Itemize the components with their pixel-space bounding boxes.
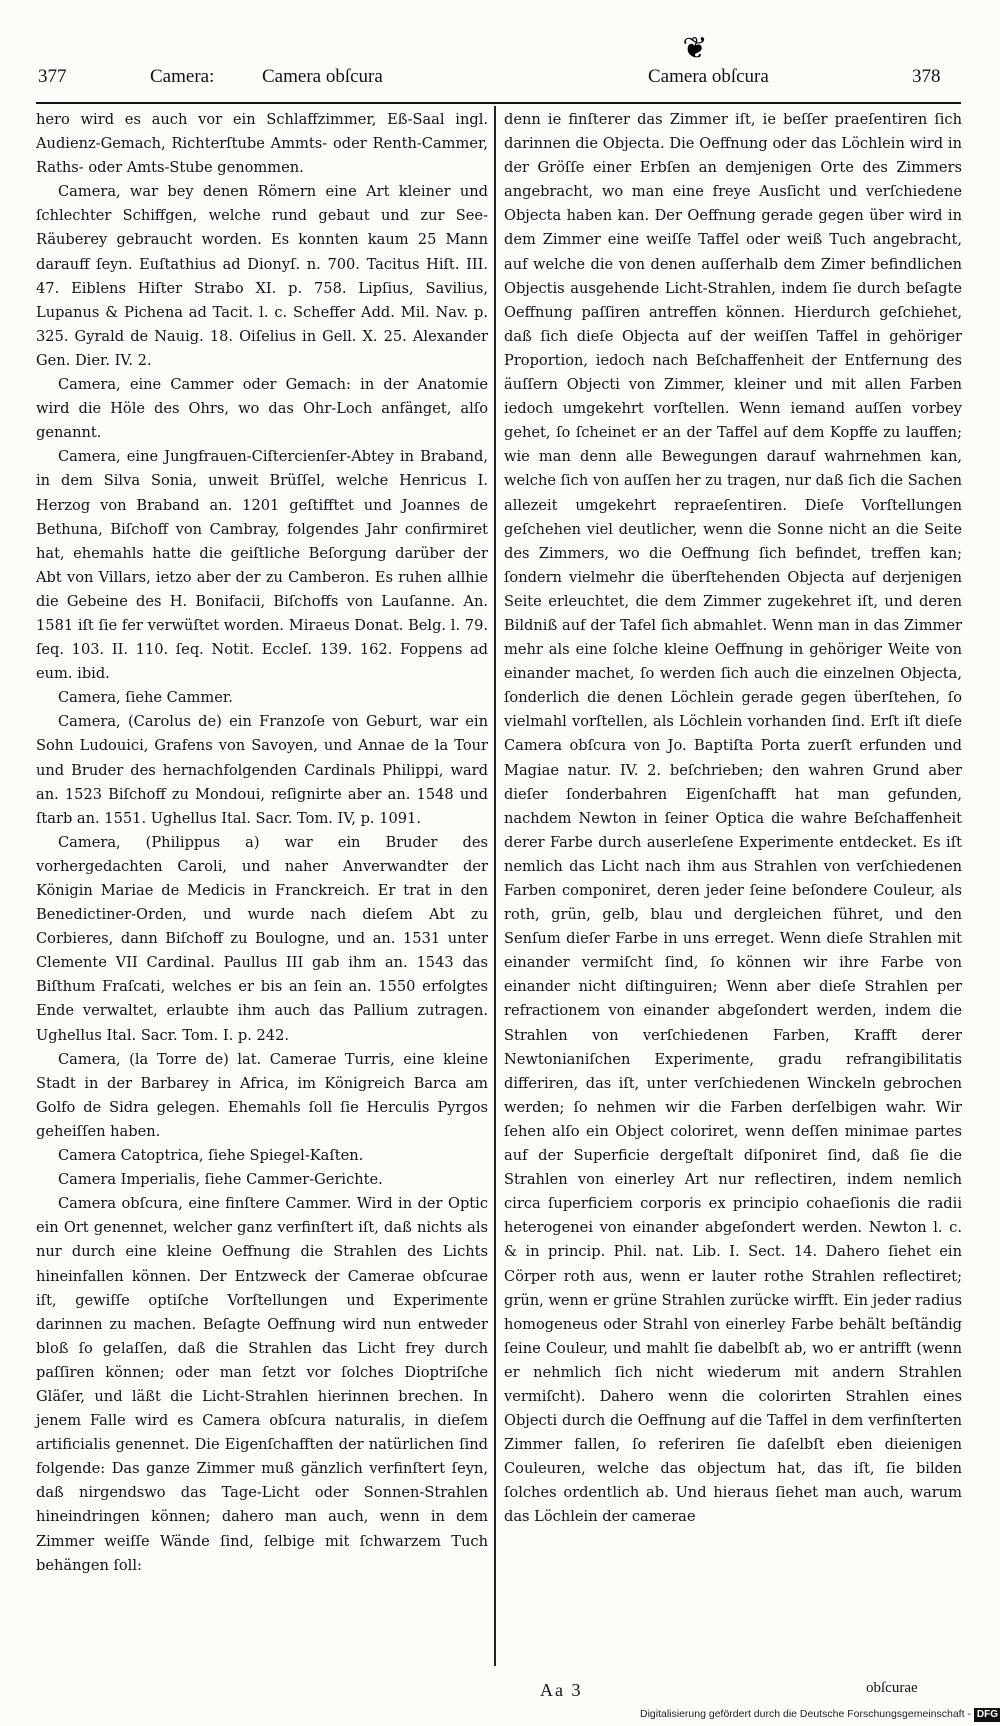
- left-text-column: [36, 108, 488, 1578]
- right-page-number: 378: [912, 66, 941, 87]
- header-rule: [36, 102, 961, 104]
- paragraph: hero wird es auch vor ein Schlaffzimmer, Eß-Saal ingl. Audienz-Gemach, Richterſtube Ammts- oder Renth-Cammer, Raths- oder Amts-Stube genommen.: [36, 111, 488, 177]
- paragraph: Camera, eine Cammer oder Gemach: in der Anatomie wird die Höle des Ohrs, wo das Ohr-Loch anfänget, alſo genannt.: [36, 376, 488, 442]
- paragraph: Camera Catoptrica, ſiehe Spiegel-Kaſten.: [58, 1147, 364, 1165]
- paragraph: Camera, (Carolus de) ein Franzoſe von Geburt, war ein Sohn Ludouici, Grafens von Savoyen, und Annae de la Tour und Bruder des hernachfolgenden Cardinals Philippi, ward an. 1523 Biſchoff zu Mondoui, reſignirte aber an. 1548 und ſtarb an. 1551. Ughellus Ital. Sacr. Tom. IV, p. 1091.: [36, 713, 488, 827]
- right-running-head: Camera obſcura: [648, 66, 769, 87]
- paragraph: Camera, (Philippus a) war ein Bruder des vorhergedachten Caroli, und naher Anverwandter der Königin Mariae de Medicis in Franckreich. Er trat in den Benedictiner-Orden, und wurde nach dieſem Abt zu Corbieres, dann Biſchoff zu Boulogne, und an. 1531 unter Clemente VII Cardinal. Paullus III gab ihm an. 1543 das Biſthum Fraſcati, welches er bis an ſein an. 1550 erfolgtes Ende verwaltet, erlaubte ihm auch das Pallium zutragen. Ughellus Ital. Sacr. Tom. I. p. 242.: [36, 833, 488, 1044]
- credit-text: Digitalisierung gefördert durch die Deutsche Forschungsgemeinschaft -: [640, 1708, 971, 1720]
- paragraph: Camera, eine Jungfrauen-Ciſtercienſer-Abtey in Braband, in dem Silva Sonia, unweit Brüſſel, welche Henricus I. Herzog von Braband an. 1201 geſtifftet und Joannes de Bethuna, Biſchoff von Cambray, folgendes Jahr confirmiret hat, ehemahls hatte die geiſtliche Beſorgung darüber der Abt von Villars, ietzo aber der zu Camberon. Es ruhen allhie die Gebeine des H. Bonifacii, Biſchoffs von Lauſanne. An. 1581 iſt ſie fer verwüſtet worden. Miraeus Donat. Belg. l. 79. ſeq. 103. II. 110. ſeq. Notit. Eccleſ. 139. 162. Foppens ad eum. ibid.: [36, 448, 488, 683]
- left-running-head-1: Camera:: [150, 66, 215, 87]
- left-running-head-2: Camera obſcura: [262, 66, 383, 87]
- paragraph: Camera, (la Torre de) lat. Camerae Turris, eine kleine Stadt in der Barbarey in Africa, im Königreich Barca am Golfo de Sidra gelegen. Ehemahls ſoll ſie Herculis Pyrgos geheiſſen haben.: [36, 1050, 488, 1140]
- dfg-logo: DFG: [974, 1708, 1000, 1722]
- paragraph: Camera, war bey denen Römern eine Art kleiner und ſchlechter Schiffgen, welche rund gebaut und zur See-Räuberey gebraucht worden. Es konnten kaum 25 Mann darauff ſeyn. Euſtathius ad Dionyſ. n. 700. Tacitus Hiſt. III. 47. Eiblens Hiſter Strabo XI. p. 758. Lipſius, Savilius, Lupanus & Pichena ad Tacit. l. c. Scheffer Add. Mil. Nav. p. 325. Gyrald de Nauig. 18. Oiſelius in Gell. X. 25. Alexander Gen. Dier. IV. 2.: [36, 183, 488, 369]
- right-text-column: [504, 108, 962, 1530]
- digitization-credit: [640, 1708, 1000, 1724]
- paragraph: Camera Imperialis, ſiehe Cammer-Gerichte.: [58, 1171, 383, 1189]
- ornament-icon: ❦: [682, 31, 708, 66]
- paragraph: denn ie finſterer das Zimmer iſt, ie beſſer praeſentiren ſich darinnen die Objecta. Die Oeffnung oder das Löchlein wird in der Gröſſe einer Erbſen an demjenigen Orte des Zimmers angebracht, wo man eine freye Ausſicht und verſchiedene Objecta haben kan. Der Oeffnung gerade gegen über wird in dem Zimmer eine weiſſe Taffel oder weiß Tuch angebracht, auf welche die von denen auſſerhalb dem Zimer befindlichen Objectis ausgehende Licht-Strahlen, indem ſie durch beſagte Oeffnung paſſiren antreffen können. Hierdurch geſchiehet, daß ſich dieſe Objecta auf der weiſſen Taffel in gehöriger Proportion, iedoch nach Beſchaffenheit der Entfernung des äuſſern Objecti von Zimmer, kleiner und mit allen Farben iedoch umgekehrt vorſtellen. Wenn iemand auſſen vorbey gehet, ſo ſcheinet er an der Taffel auf dem Kopffe zu lauffen; wie man denn alle Bewegungen darauf wahrnehmen kan, welche ſich von auſſen her zu tragen, nur daß ſich die Sachen allezeit umgekehrt repraeſentiren. Dieſe Vorſtellungen geſchehen viel deutlicher, wenn die Sonne nicht an die Seite des Zimmers, wo die Oeffnung ſich befindet, treffen kan; ſondern vielmehr die überſtehenden Objecta auf derjenigen Seite erleuchtet, die dem Zimmer zugekehret iſt, und deren Bildniß auf der Tafel ſich abmahlet. Wenn man in das Zimmer mehr als eine ſolche kleine Oeffnung in gehöriger Weite von einander machet, ſo werden ſich auch die einzelnen Objecta, ſonderlich die denen Löchlein gerade gegen überſtehen, ſo vielmahl vorſtellen, als Löchlein vorhanden ſind. Erſt iſt dieſe Camera obſcura von Jo. Baptiſta Porta zuerſt erfunden und Magiae natur. IV. 2. beſchrieben; den wahren Grund aber dieſer ſonderbahren Eigenſchafft hat man gefunden, nachdem Newton in ſeiner Optica die wahre Beſchaffenheit derer Farbe durch auserleſene Experimente entdecket. Es iſt nemlich das Licht nach ihm aus Strahlen von verſchiedenen Farben componiret, deren jeder ſeine beſondere Couleur, als roth, grün, gelb, blau und dergleichen führet, und den Senſum dieſer Farbe in uns erreget. Wenn dieſe Strahlen mit einander vermiſcht ſind, ſo können wir ihre Farbe von einander nicht diſtinguiren; Wenn aber dieſe Strahlen per refractionem von einander abgeſondert werden, indem die Strahlen von verſchiedenen Farben, Krafft derer Newtonianiſchen Experimente, gradu refrangibilitatis differiren, das iſt, unter verſchiedenen Winckeln gebrochen werden; ſo nehmen wir die Farben derſelbigen wahr. Wir ſehen alſo ein Object coloriret, wenn deſſen minimae partes auf der Superficie dergeſtalt diſponiret ſind, daß ſie die Strahlen von einerley Art nur reflectiren, indem nemlich circa ſuperficiem corporis ex principio cohaeſionis die radii heterogenei von einander abgeſondert werden. Newton l. c. & in princip. Phil. nat. Lib. I. Sect. 14. Dahero ſiehet ein Cörper roth aus, wenn er lauter rothe Strahlen reflectiret; grün, wenn er grüne Strahlen zurücke wirfft. Ein jeder radius homogeneus oder Strahl von einerley Farbe behält beſtändig ſeine Couleur, und mahlt ſie dabelbſt ab, wo er antrifft (wenn er nehmlich ſich nicht wiederum mit andern Strahlen vermiſcht). Dahero wenn die colorirten Strahlen eines Objecti durch die Oeffnung auf die Taffel in dem verfinſterten Zimmer fallen, ſo referiren ſie daſelbſt eben dieienigen Couleuren, welche das objectum hat, das iſt, ſie bilden ſolches ordentlich ab. Und hieraus ſiehet man auch, warum das Löchlein der camerae: [504, 111, 962, 1526]
- signature-mark: Aa 3: [540, 1680, 583, 1700]
- left-page-number: 377: [38, 66, 67, 87]
- catchword: obſcurae: [866, 1680, 918, 1696]
- paragraph: Camera, ſiehe Cammer.: [58, 689, 233, 707]
- paragraph: Camera obſcura, eine finſtere Cammer. Wird in der Optic ein Ort genennet, welcher ganz verfinſtert iſt, daß nichts als nur durch eine kleine Oeffnung die Strahlen des Lichts hineinfallen können. Der Entzweck der Camerae obſcurae iſt, gewiſſe optiſche Vorſtellungen und Experimente darinnen zu machen. Beſagte Oeffnung wird nun entweder bloß ſo gelaſſen, daß die Strahlen das Licht frey durch paſſiren können; oder man ſetzt vor ſolches Dioptriſche Gläſer, und läßt die Licht-Strahlen hierinnen brechen. In jenem Falle wird es Camera obſcura naturalis, in dieſem artificialis genennet. Die Eigenſchafften der natürlichen ſind folgende: Das ganze Zimmer muß gänzlich verfinſtert ſeyn, daß nirgendswo das Tage-Licht oder Sonnen-Strahlen hineindringen können; dahero man auch, wenn in dem Zimmer weiſſe Wände ſind, ſelbige mit ſchwarzem Tuch behängen ſoll:: [36, 1195, 488, 1574]
- column-divider: [494, 106, 496, 1666]
